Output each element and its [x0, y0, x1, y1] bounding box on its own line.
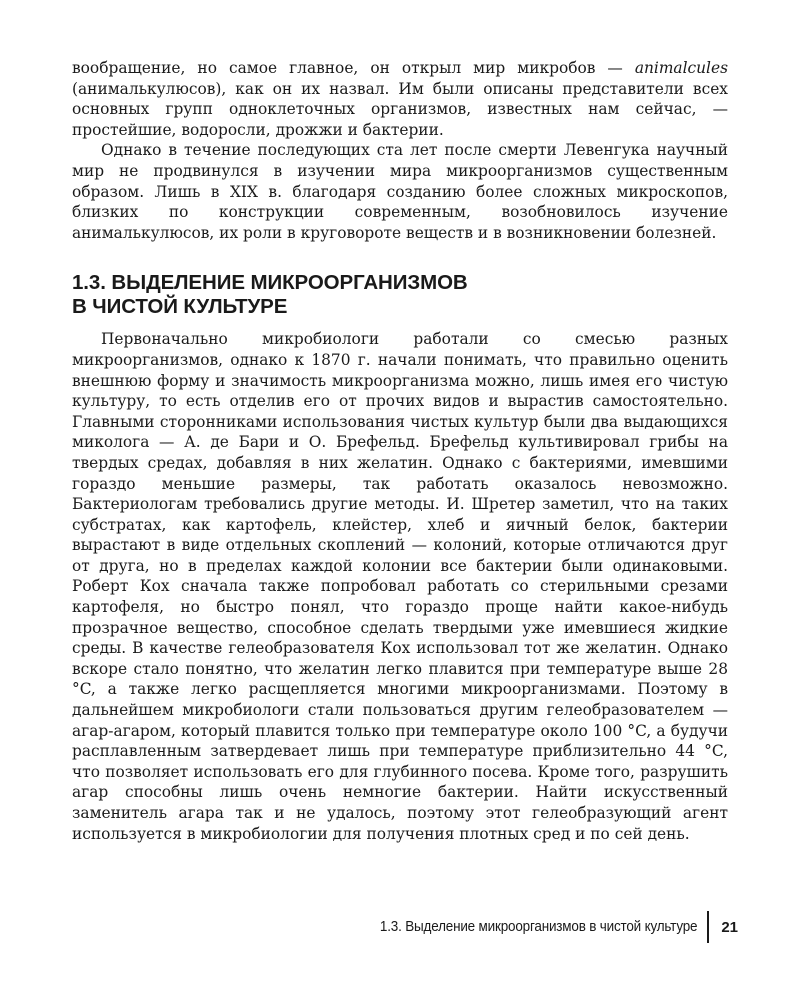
running-head: 1.3. Выделение микроорганизмов в чистой культуре: [379, 919, 698, 935]
section-heading: [72, 271, 728, 319]
section-heading-line-2: В ЧИСТОЙ КУЛЬТУРЕ: [72, 295, 288, 319]
paragraph-pure-culture: Первоначально микробиологи работали со смесью разных микроорганизмов, однако к 1870 г. начали понимать, что правильно оценить внешнюю форму и значимость микроорганизма можно, лишь имея его чистую культуру, то есть отделив его от прочих видов и вырастив самостоятельно. Главными сторонниками использования чистых культур были два выдающихся миколога — А. де Бари и О. Брефельд. Брефельд культивировал грибы на твердых средах, добавляя в них желатин. Однако с бактериями, имевшими гораздо меньшие размеры, так работать оказалось невозможно. Бактериологам требовались другие методы. И. Шретер заметил, что на таких субстратах, как картофель, клейстер, хлеб и яичный белок, бактерии вырастают в виде отдельных скоплений — колоний, которые отличаются друг от друга, но в пределах каждой колонии все бактерии были одинаковыми. Роберт Кох сначала также попробовал работать со стерильными срезами картофеля, но быстро понял, что гораздо проще найти какое-нибудь прозрачное вещество, способное сделать твердыми уже имевшиеся жидкие среды. В качестве гелеобразователя Кох использовал тот же желатин. Однако вскоре стало понятно, что желатин легко плавится при температуре выше 28 °C, а также легко расщепляется многими микроорганизмами. Поэтому в дальнейшем микробиологи стали пользоваться другим гелеобразователем — агар-агаром, который плавится только при температуре около 100 °C, а будучи расплавленным затвердевает лишь при температуре приблизительно 44 °C, что позволяет использовать его для глубинного посева. Кроме того, разрушить агар способны лишь очень немногие бактерии. Найти искусственный заменитель агара так и не удалось, поэтому этот гелеобразующий агент используется в микробиологии для получения плотных сред и по сей день.: [72, 330, 728, 843]
paragraph-1-text-start: вообращение, но самое главное, он открыл мир микробов —: [72, 59, 635, 77]
page-footer: [356, 911, 738, 943]
section-heading-line-1: 1.3. ВЫДЕЛЕНИЕ МИКРООРГАНИЗМОВ: [72, 271, 468, 295]
paragraph-continuation: [72, 58, 728, 140]
footer-divider: [707, 911, 709, 943]
page-number: 21: [721, 918, 738, 936]
page-body: [72, 58, 728, 844]
paragraph-1-text-end: (анималькулюсов), как он их назвал. Им были описаны представители всех основных групп одноклеточных организмов, известных нам сейчас, — простейшие, водоросли, дрожжи и бактерии.: [72, 79, 728, 139]
italic-term-animalcules: animalcules: [634, 59, 728, 77]
paragraph-leeuwenhoek-aftermath: Однако в течение последующих ста лет после смерти Левенгука научный мир не продвинулся в изучении мира микроорганизмов существенным образом. Лишь в XIX в. благодаря созданию более сложных микроскопов, близких по конструкции современным, возобновилось изучение анималькулюсов, их роли в круговороте веществ и в возникновении болезней.: [72, 141, 728, 242]
